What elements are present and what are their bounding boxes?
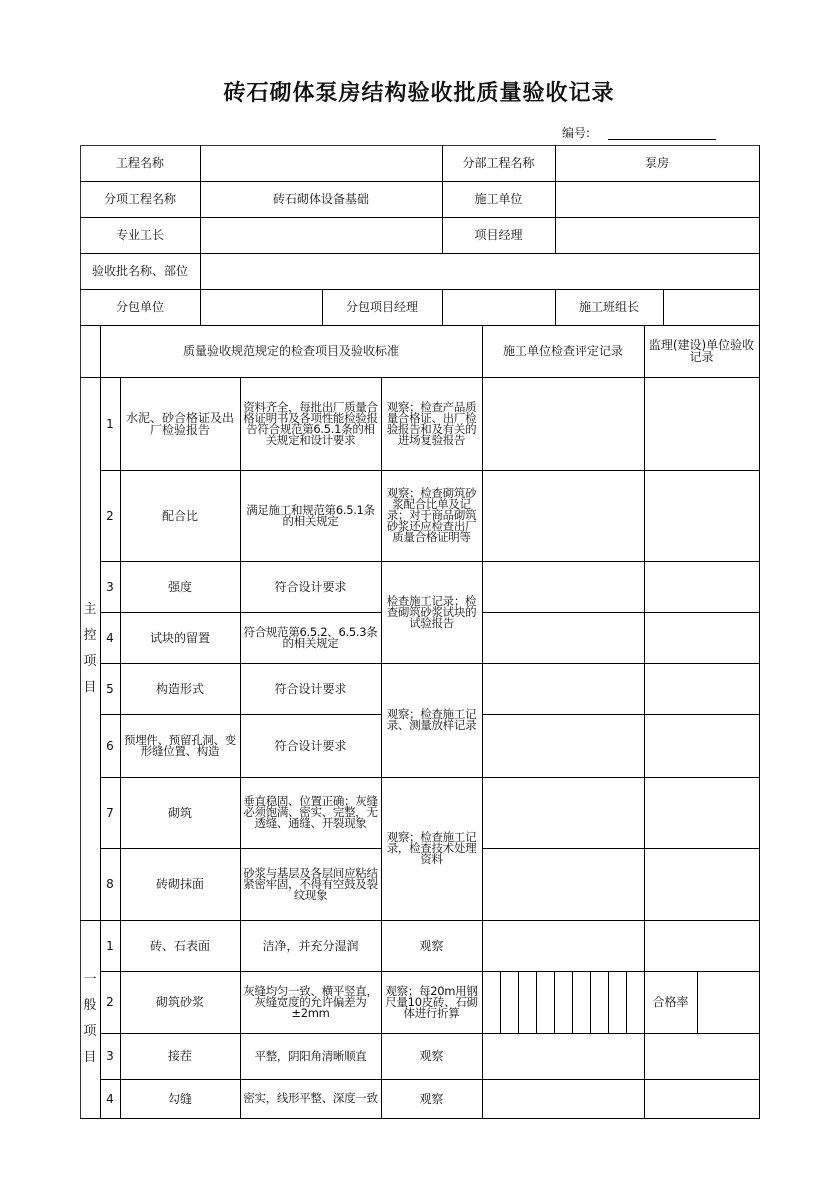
general-item-number: 3	[100, 1033, 121, 1080]
general-item-standard: 洁净，并充分湿润	[240, 920, 382, 972]
main-item-method: 观察；检查砌筑砂浆配合比单及记录；对于商品砌筑砂浆还应检查出厂质量合格证明等	[381, 470, 483, 562]
construction-record-cell[interactable]	[482, 1079, 645, 1119]
construction-record-cell[interactable]	[482, 920, 645, 972]
main-item-number: 3	[100, 561, 121, 613]
general-item-name: 砌筑砂浆	[120, 971, 241, 1034]
general-item-standard: 灰缝均匀一致、横平竖直，灰缝宽度的允许偏差为±2mm	[240, 971, 382, 1034]
measurement-cell[interactable]	[536, 971, 555, 1034]
construction-record-cell[interactable]	[482, 561, 645, 613]
pass-rate-field[interactable]	[697, 971, 760, 1034]
batch-label: 验收批名称、部位	[80, 253, 201, 290]
main-item-standard: 砂浆与基层及各层间应粘结紧密牢固，不得有空鼓及裂纹现象	[240, 848, 382, 921]
construction-record-header: 施工单位检查评定记录	[482, 325, 645, 378]
main-item-name: 构造形式	[120, 663, 241, 715]
main-item-name: 砖砌抹面	[120, 848, 241, 921]
division-name-field[interactable]: 泵房	[555, 145, 760, 182]
subitem-name-label: 分项工程名称	[80, 181, 201, 218]
main-item-standard: 符合规范第6.5.2、6.5.3条的相关规定	[240, 612, 382, 664]
general-item-method: 观察	[381, 1033, 483, 1080]
main-item-number: 2	[100, 470, 121, 562]
measurement-cell[interactable]	[482, 971, 501, 1034]
measurement-cell[interactable]	[554, 971, 573, 1034]
main-item-name: 配合比	[120, 470, 241, 562]
group-char: 主	[83, 601, 97, 617]
subcontractor-field[interactable]	[200, 289, 323, 326]
supervision-record-cell[interactable]	[644, 1033, 760, 1080]
group-header-blank	[80, 325, 101, 378]
subcontractor-label: 分包单位	[80, 289, 201, 326]
main-item-method-merged: 观察；检查施工记录，检查技术处理资料	[381, 777, 483, 921]
general-item-method: 观察；每20m用钢尺量10皮砖、石砌体进行折算	[381, 971, 483, 1034]
group-char: 一	[83, 972, 97, 987]
project-name-field[interactable]	[200, 145, 443, 182]
group-char: 般	[83, 998, 97, 1013]
general-item-method: 观察	[381, 920, 483, 972]
measurement-cell[interactable]	[500, 971, 519, 1034]
main-item-name: 试块的留置	[120, 612, 241, 664]
construction-record-cell[interactable]	[482, 1033, 645, 1080]
main-item-standard: 符合设计要求	[240, 714, 382, 778]
supervision-record-cell[interactable]	[644, 612, 760, 664]
main-item-name: 强度	[120, 561, 241, 613]
measurement-cell[interactable]	[518, 971, 537, 1034]
project-manager-field[interactable]	[555, 217, 760, 254]
general-item-number: 2	[100, 971, 121, 1034]
code-label: 编号:	[562, 126, 591, 140]
main-item-name: 水泥、砂合格证及出厂检验报告	[120, 377, 241, 471]
batch-field[interactable]	[200, 253, 760, 290]
supervision-record-cell[interactable]	[644, 777, 760, 849]
main-item-number: 4	[100, 612, 121, 664]
foreman-field[interactable]	[200, 217, 443, 254]
foreman-label: 专业工长	[80, 217, 201, 254]
main-item-number: 6	[100, 714, 121, 778]
supervision-record-cell[interactable]	[644, 920, 760, 972]
general-item-name: 勾缝	[120, 1079, 241, 1119]
construction-record-cell[interactable]	[482, 848, 645, 921]
supervision-record-cell[interactable]	[644, 714, 760, 778]
sub-manager-label: 分包项目经理	[322, 289, 443, 326]
supervision-record-cell[interactable]	[644, 848, 760, 921]
supervision-record-header: 监理(建设)单位验收记录	[644, 325, 760, 378]
team-leader-field[interactable]	[663, 289, 760, 326]
main-item-standard: 符合设计要求	[240, 663, 382, 715]
construction-unit-field[interactable]	[555, 181, 760, 218]
project-name-label: 工程名称	[80, 145, 201, 182]
pass-rate-label: 合格率	[644, 971, 698, 1034]
general-group-label	[80, 920, 101, 1119]
supervision-record-cell[interactable]	[644, 470, 760, 562]
measurement-cell[interactable]	[590, 971, 609, 1034]
main-item-standard: 符合设计要求	[240, 561, 382, 613]
supervision-record-cell[interactable]	[644, 561, 760, 613]
page-title: 砖石砌体泵房结构验收批质量验收记录	[223, 81, 615, 106]
main-item-method-merged: 观察；检查施工记录、测量放样记录	[381, 663, 483, 778]
supervision-record-cell[interactable]	[644, 663, 760, 715]
group-char: 项	[83, 1024, 97, 1039]
supervision-record-cell[interactable]	[644, 1079, 760, 1119]
construction-record-cell[interactable]	[482, 470, 645, 562]
group-char: 控	[83, 627, 97, 643]
main-item-number: 8	[100, 848, 121, 921]
general-item-standard: 平整，阴阳角清晰顺直	[240, 1033, 382, 1080]
supervision-record-cell[interactable]	[644, 377, 760, 471]
measurement-cell[interactable]	[608, 971, 627, 1034]
general-item-name: 接茬	[120, 1033, 241, 1080]
general-item-method: 观察	[381, 1079, 483, 1119]
construction-record-cell[interactable]	[482, 714, 645, 778]
measurement-cell[interactable]	[626, 971, 645, 1034]
division-name-label: 分部工程名称	[442, 145, 556, 182]
project-manager-label: 项目经理	[442, 217, 556, 254]
general-item-name: 砖、石表面	[120, 920, 241, 972]
main-item-standard: 满足施工和规范第6.5.1条的相关规定	[240, 470, 382, 562]
general-item-number: 1	[100, 920, 121, 972]
main-control-group-label	[80, 377, 101, 921]
main-item-number: 5	[100, 663, 121, 715]
group-char: 目	[83, 679, 97, 695]
group-char: 目	[83, 1050, 97, 1065]
sub-manager-field[interactable]	[442, 289, 556, 326]
subitem-name-field[interactable]: 砖石砌体设备基础	[200, 181, 443, 218]
general-item-number: 4	[100, 1079, 121, 1119]
main-item-name: 预埋件、预留孔洞、变形缝位置、构造	[120, 714, 241, 778]
main-item-method-merged: 检查施工记录；检查砌筑砂浆试块的试验报告	[381, 561, 483, 664]
main-item-number: 7	[100, 777, 121, 849]
main-item-standard: 垂直稳固、位置正确；灰缝必须饱满、密实、完整，无透缝、通缝、开裂现象	[240, 777, 382, 849]
measurement-cell[interactable]	[572, 971, 591, 1034]
construction-record-cell[interactable]	[482, 777, 645, 849]
main-item-method: 观察；检查产品质量合格证、出厂检验报告和及有关的进场复验报告	[381, 377, 483, 471]
main-item-name: 砌筑	[120, 777, 241, 849]
team-leader-label: 施工班组长	[555, 289, 664, 326]
construction-record-cell[interactable]	[482, 612, 645, 664]
construction-record-cell[interactable]	[482, 663, 645, 715]
main-item-number: 1	[100, 377, 121, 471]
construction-record-cell[interactable]	[482, 377, 645, 471]
construction-unit-label: 施工单位	[442, 181, 556, 218]
code-input[interactable]	[608, 139, 716, 140]
standard-column-header: 质量验收规范规定的检查项目及验收标准	[100, 325, 483, 378]
general-item-standard: 密实，线形平整、深度一致	[240, 1079, 382, 1119]
main-item-standard: 资料齐全，每批出厂质量合格证明书及各项性能检验报告符合规范第6.5.1条的相关规定和设计要求	[240, 377, 382, 471]
group-char: 项	[83, 653, 97, 669]
